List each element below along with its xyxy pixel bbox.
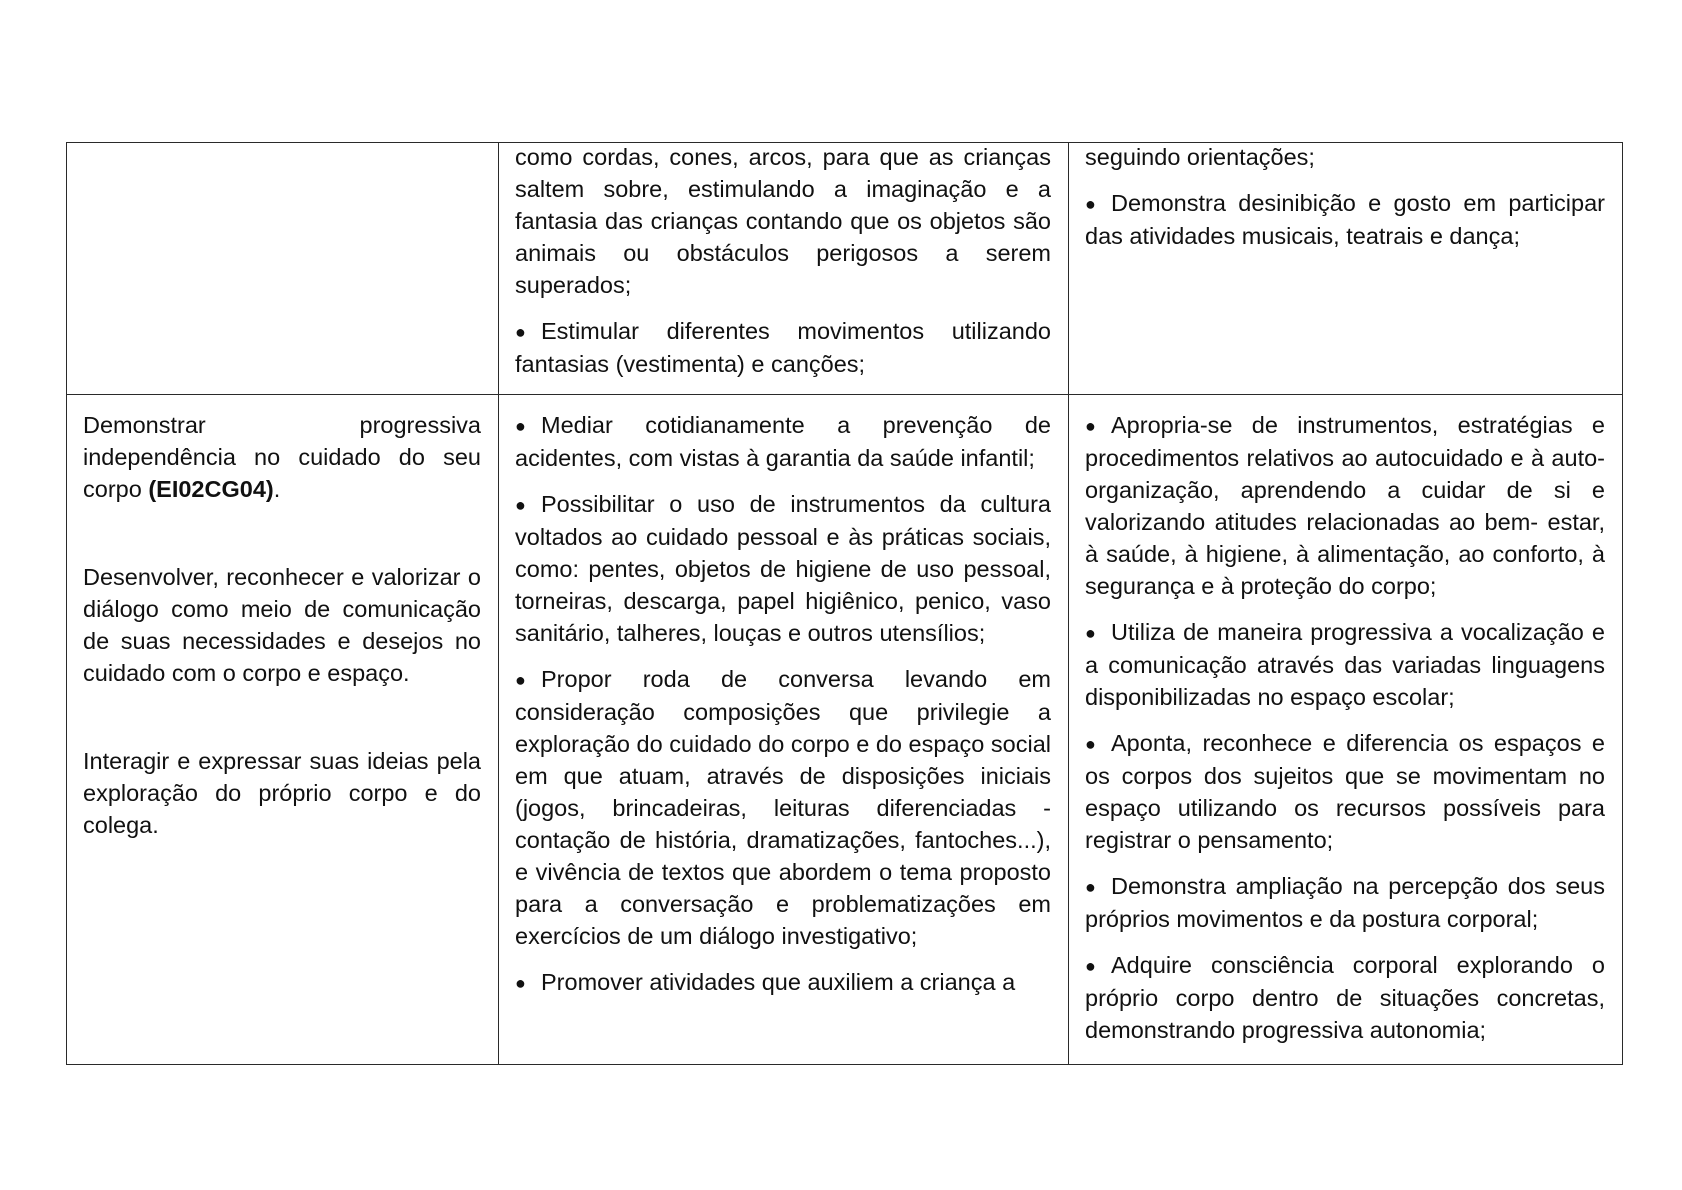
list-item: ● Possibilitar o uso de instrumentos da cultura voltados ao cuidado pessoal e às práticas sociais, como: pentes, objetos de higiene de uso pessoal, torneiras, descarga, papel higiênico, penico, vaso sanitário, talheres, louças e outros utensílios; [515,491,1051,646]
objectives-cell-empty [67,143,499,395]
bullet-icon: ● [1085,956,1096,976]
bncc-code: (EI02CG04) [148,476,274,502]
list-item: ● Apropria-se de instrumentos, estratégias e procedimentos relativos ao autocuidado e à auto-organização, aprendendo a cuidar de si e valorizando atitudes relacionadas ao bem- estar, à saúde, à higiene, à alimentação, ao conforto, à segurança e à proteção do corpo; [1085,412,1605,599]
bullet-icon: ● [1085,194,1096,214]
list-item: ● Mediar cotidianamente a prevenção de acidentes, com vistas à garantia da saúde infantil; [515,412,1051,471]
bullet-icon: ● [515,495,526,515]
bullet-icon: ● [1085,734,1096,754]
evaluation-cell [1069,395,1623,1065]
strategies-cell [499,395,1069,1065]
list-item: ● Promover atividades que auxiliem a criança a [515,966,1051,999]
list-item: ● Propor roda de conversa levando em consideração composições que privilegie a exploração do cuidado do corpo e do espaço social em que atuam, através de disposições iniciais (jogos, brincadeiras, leituras diferenciadas - contação de história, dramatizações, fantoches...), e vivência de textos que abordem o tema proposto para a conversação e problematizações em exercícios de um diálogo investigativo; [515,666,1051,949]
table-row [67,143,1623,395]
continuation-text: seguindo orientações; [1085,144,1315,170]
bullet-icon: ● [515,416,526,436]
list-item: ● Demonstra ampliação na percepção dos seus próprios movimentos e da postura corporal; [1085,873,1605,932]
bullet-icon: ● [515,973,526,993]
continuation-text: como cordas, cones, arcos, para que as crianças saltem sobre, estimulando a imaginação e a fantasia das crianças contando que os objetos são animais ou obstáculos perigosos a serem superados; [515,144,1051,298]
list-item: ● Estimular diferentes movimentos utilizando fantasias (vestimenta) e canções; [515,318,1051,377]
evaluation-cell [1069,143,1623,395]
list-item: ● Demonstra desinibição e gosto em participar das atividades musicais, teatrais e dança; [1085,190,1605,249]
curriculum-table [66,142,1623,1065]
strategies-cell [499,143,1069,395]
objectives-cell [67,395,499,1065]
objective-text: Desenvolver, reconhecer e valorizar o diálogo como meio de comunicação de suas necessidades e desejos no cuidado com o corpo e espaço. [83,564,481,686]
bullet-icon: ● [1085,416,1096,436]
list-item: ● Adquire consciência corporal explorando o próprio corpo dentro de situações concretas, demonstrando progressiva autonomia; [1085,952,1605,1043]
objective-text: Interagir e expressar suas ideias pela exploração do próprio corpo e do colega. [83,748,481,838]
table-row [67,395,1623,1065]
bullet-icon: ● [1085,877,1096,897]
list-item: ● Utiliza de maneira progressiva a vocalização e a comunicação através das variadas linguagens disponibilizadas no espaço escolar; [1085,619,1605,710]
list-item: ● Aponta, reconhece e diferencia os espaços e os corpos dos sujeitos que se movimentam no espaço utilizando os recursos possíveis para registrar o pensamento; [1085,730,1605,853]
objective-text: Demonstrar progressiva independência no cuidado do seu corpo (EI02CG04). [83,412,481,502]
bullet-icon: ● [515,322,526,342]
bullet-icon: ● [1085,623,1096,643]
bullet-icon: ● [515,670,526,690]
